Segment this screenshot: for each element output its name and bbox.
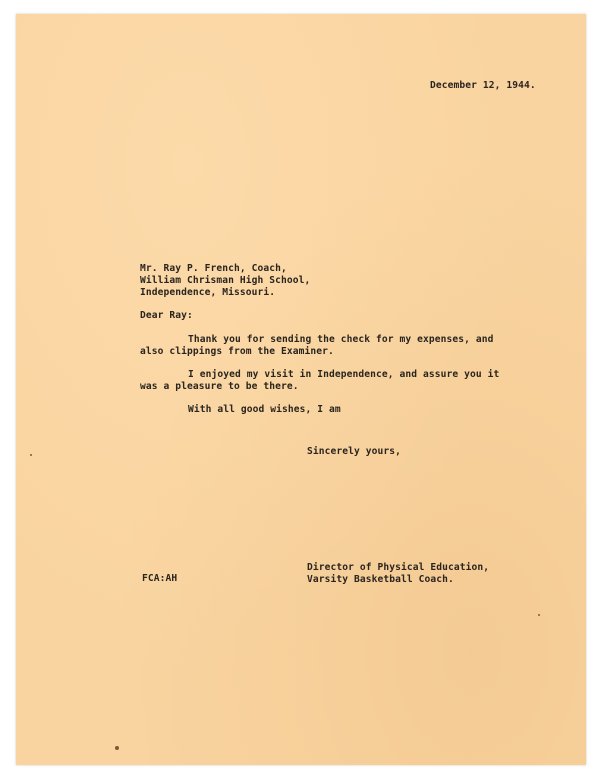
- salutation: Dear Ray:: [140, 310, 193, 321]
- signature-title-2: Varsity Basketball Coach.: [307, 574, 454, 585]
- recipient-line-3: Independence, Missouri.: [140, 287, 276, 298]
- paper-speck: [538, 614, 540, 616]
- letter-date: December 12, 1944.: [430, 80, 536, 91]
- paper-speck: [115, 746, 119, 750]
- body-paragraph-3-line-1: With all good wishes, I am: [188, 404, 341, 415]
- typist-initials: FCA:AH: [142, 573, 178, 584]
- recipient-line-2: William Chrisman High School,: [140, 275, 311, 286]
- closing: Sincerely yours,: [307, 446, 402, 457]
- body-paragraph-2-line-1: I enjoyed my visit in Independence, and assure you it: [188, 369, 500, 380]
- body-paragraph-2-line-2: was a pleasure to be there.: [140, 381, 299, 392]
- paper-speck: [30, 454, 32, 456]
- recipient-line-1: Mr. Ray P. French, Coach,: [140, 263, 287, 274]
- body-paragraph-1-line-1: Thank you for sending the check for my expenses, and: [188, 334, 494, 345]
- signature-title-1: Director of Physical Education,: [307, 562, 490, 573]
- letter-paper: [16, 14, 586, 765]
- body-paragraph-1-line-2: also clippings from the Examiner.: [140, 346, 334, 357]
